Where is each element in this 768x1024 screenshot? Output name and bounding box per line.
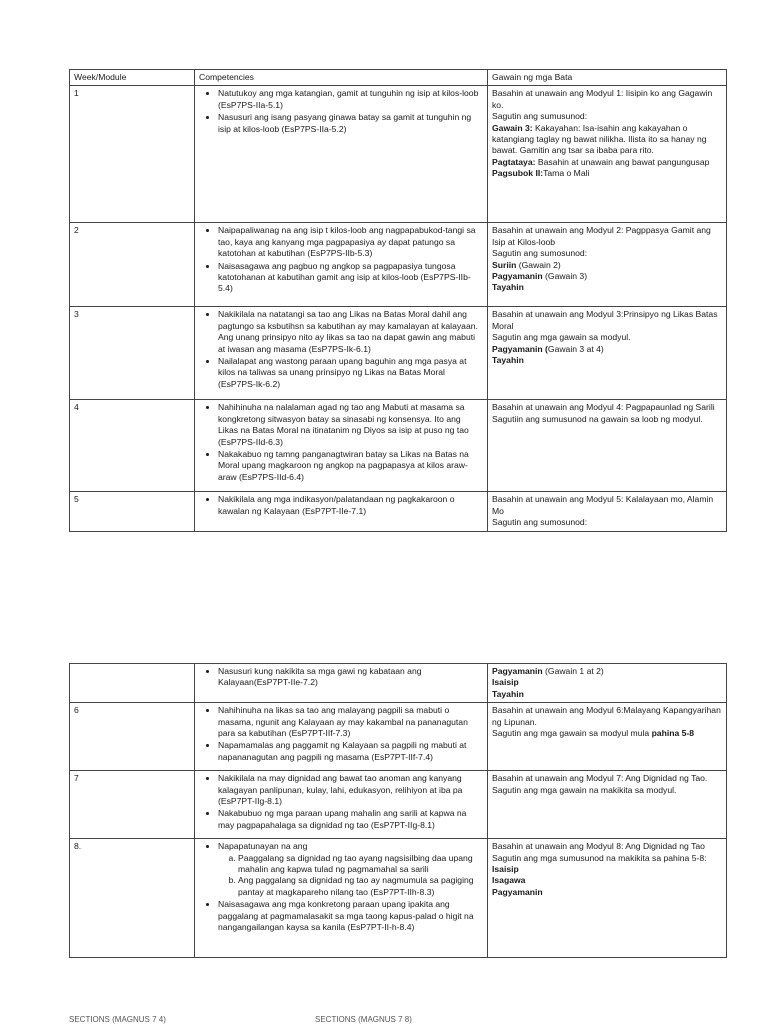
- competency-item: [218, 841, 483, 898]
- table-row: [70, 86, 727, 223]
- competency-item: • Nakikilala na natatangi sa tao ang Likas na Batas Moral dahil ang pagtungo sa ksbutihsn sa kabutihan ay may kamalayan at kalayaan. Ang unang prinsipyo nito ay likas sa tao na dapat gawin ang mabuti at iwasan ang masama (EsP7PS-Ik-6.1): [218, 309, 483, 355]
- gawain-bold-label: Isagawa: [492, 875, 526, 886]
- competencies-cell: [195, 400, 488, 492]
- competency-item: • Nahihinuha na nalalaman agad ng tao ang Mabuti at masama sa kongkretong sitwasyon batay sa sinasabi ng konsensya. Ito ang Likas na Batas Moral na itinatanim ng Diyos sa isip at puso ng tao (EsP7PS-IId-6.3): [218, 402, 483, 448]
- gawain-line: [492, 677, 722, 688]
- competency-table-2: [69, 663, 727, 958]
- gawain-line: [492, 271, 722, 282]
- week-cell: [70, 664, 195, 703]
- competencies-cell: [195, 703, 488, 771]
- gawain-line: [492, 157, 722, 168]
- gawain-line: Basahin at unawain ang Modyul 6:Malayang Kapangyarihan ng Lipunan.: [492, 705, 721, 727]
- gawain-line: [492, 355, 722, 366]
- competencies-cell: [195, 307, 488, 400]
- gawain-bold-label: Pagyamanin: [492, 666, 543, 676]
- week-cell: 8.: [70, 839, 195, 958]
- table-row: [70, 664, 727, 703]
- gawain-line: [492, 864, 722, 875]
- gawain-cell: [488, 400, 727, 492]
- table-row: [70, 839, 727, 958]
- header-week-module: Week/Module: [70, 70, 195, 86]
- gawain-line: [492, 875, 722, 886]
- gawain-cell: [488, 223, 727, 307]
- gawain-line: Sagutin ang mga sumusunod na makikita sa pahina 5-8:: [492, 852, 707, 863]
- gawain-line: Basahin at unawain ang Modyul 7: Ang Dignidad ng Tao.: [492, 773, 708, 784]
- gawain-text: (Gawain 3): [542, 271, 588, 282]
- gawain-bold-label: Pagyamanin (: [492, 343, 548, 354]
- gawain-cell: [488, 664, 727, 703]
- competency-item: • Nasusuri kung nakikita sa mga gawi ng kabataan ang Kalayaan(EsP7PT-IIe-7.2): [218, 666, 483, 689]
- week-cell: 3: [70, 307, 195, 400]
- gawain-line: Sagutiin ang sumusunod na gawain sa loob ng modyul.: [492, 413, 703, 424]
- competency-item: • Nailalapat ang wastong paraan upang baguhin ang mga pasya at kilos na taliwas sa unang prinsipyo ng Likas na Batas Moral (EsP7PS-Ik-6.2): [218, 356, 483, 390]
- header-competencies: Competencies: [195, 70, 488, 86]
- gawain-text: (Gawain 2): [516, 259, 561, 270]
- gawain-line: Basahin at unawain ang Modyul 3:Prinsipyo ng Likas Batas Moral: [492, 309, 718, 331]
- gawain-cell: [488, 771, 727, 839]
- competency-item: • Nakabubuo ng mga paraan upang mahalin ang sarili at kapwa na may pagpapahalaga sa dignidad ng tao (EsP7PT-IIg-8.1): [218, 808, 483, 831]
- competency-item: • Nakikilala na may dignidad ang bawat tao anoman ang kanyang kalagayan panlipunan, kulay, lahi, edukasyon, relihiyon at iba pa (EsP7PT-IIg-8.1): [218, 773, 483, 807]
- gawain-line: Basahin at unawain ang Modyul 1: Iisipin ko ang Gagawin ko.: [492, 88, 713, 110]
- gawain-text: (Gawain 1 at 2): [542, 666, 604, 676]
- gawain-bold-label: Gawain 3:: [492, 122, 533, 133]
- competency-item: • Nakikilala ang mga indikasyon/palatandaan ng pagkakaroon o kawalan ng Kalayaan (EsP7PT-IIe-7.1): [218, 494, 483, 517]
- gawain-bold-label: Pagtataya:: [492, 156, 536, 167]
- gawain-text: Kakayahan: Isa-isahin ang kakayahan o katangiang taglay ng bawat nilikha. Ilista ito sa hanay ng bawat. Gamitin ang tsar sa ibaba para rito.: [492, 122, 707, 156]
- gawain-bold-label: Isaisip: [492, 677, 519, 688]
- gawain-cell: [488, 492, 727, 531]
- competency-item: • Nakakabuo ng tamng panganagtwiran batay sa Likas na Batas na Moral upang magkaroon ng angkop na pagpapasya at kilos araw-araw (EsP7PS-IId-6.4): [218, 449, 483, 483]
- gawain-bold-label: Tayahin: [492, 282, 524, 293]
- gawain-line: [492, 123, 722, 157]
- gawain-bold-label: Pagyamanin: [492, 271, 543, 282]
- table-header-row: [70, 70, 727, 86]
- competency-item: • Naisasagawa ang pagbuo ng angkop sa pagpapasiya tungosa katotohanan at kabutihan gamit ang isip at kilos-loob (EsP7PS-IIb-5.4): [218, 261, 483, 295]
- gawain-line: [492, 344, 722, 355]
- competency-item: • Napamamalas ang paggamit ng Kalayaan sa pagpili ng mabuti at napananagutan ang pagpili ng masama (EsP7PT-IIf-7.4): [218, 740, 483, 763]
- competency-item: • Natutukoy ang mga katangian, gamit at tunguhin ng isip at kilos-loob (EsP7PS-IIa-5.1): [218, 88, 483, 111]
- competency-intro: Napapatunayan na ang: [218, 841, 308, 852]
- gawain-line: [492, 168, 722, 179]
- week-cell: 4: [70, 400, 195, 492]
- competencies-cell: [195, 664, 488, 703]
- gawain-cell: [488, 307, 727, 400]
- gawain-line: [492, 689, 722, 700]
- gawain-text: Gawain 3 at 4): [547, 343, 604, 354]
- gawain-line: Sagutin ang sumusunod:: [492, 111, 588, 122]
- gawain-line: [492, 260, 722, 271]
- table-row: [70, 492, 727, 531]
- gawain-text: Basahin at unawain ang bawat pangungusap: [535, 156, 710, 167]
- week-cell: 1: [70, 86, 195, 223]
- competencies-cell: [195, 223, 488, 307]
- table-row: [70, 400, 727, 492]
- competency-item: • Naipapaliwanag na ang isip t kilos-loob ang nagpapabukod-tangi sa tao, kaya ang kanyang mga pagpapasiya ay dapat patungo sa katotohan at kabutihan (EsP7PS-IIb-5.3): [218, 225, 483, 259]
- gawain-bold-label: Pagyamanin: [492, 886, 543, 897]
- gawain-line: Sagutin ang mga gawain na makikita sa modyul.: [492, 784, 677, 795]
- competency-table-1: [69, 69, 727, 532]
- sub-list: [218, 853, 483, 899]
- table-row: [70, 703, 727, 771]
- week-cell: 5: [70, 492, 195, 531]
- gawain-line: Basahin at unawain ang Modyul 8: Ang Dignidad ng Tao: [492, 841, 705, 852]
- footer-right-text: SECTIONS (MAGNUS 7 8): [315, 1015, 412, 1024]
- table-row: [70, 307, 727, 400]
- gawain-bold-label: Isaisip: [492, 864, 519, 875]
- gawain-cell: [488, 703, 727, 771]
- sub-item: a. Paaggalang sa dignidad ng tao ayang nagsisilbing daa upang mahalin ang kapwa tulad ng pagmamahal sa sarili: [238, 853, 483, 876]
- gawain-bold-label: Pagsubok II:: [492, 168, 544, 179]
- gawain-cell: [488, 86, 727, 223]
- gawain-line: Sagutin ang mga gawain sa modyul.: [492, 332, 631, 343]
- table-row: [70, 223, 727, 307]
- gawain-cell: [488, 839, 727, 958]
- gawain-line: Basahin at unawain ang Modyul 5: Kalalayaan mo, Alamin Mo: [492, 494, 714, 516]
- gawain-text: Tama o Mali: [543, 168, 590, 179]
- gawain-bold-label: pahina 5-8: [651, 728, 695, 739]
- week-cell: 6: [70, 703, 195, 771]
- gawain-line: Sagutin ang sumosunod:: [492, 517, 588, 528]
- gawain-text: Sagutin ang mga gawain sa modyul mula: [492, 728, 652, 739]
- table-row: [70, 771, 727, 839]
- gawain-line: [492, 666, 722, 677]
- footer-left-text: SECTIONS (MAGNUS 7 4): [69, 1015, 166, 1024]
- gawain-line: [492, 282, 722, 293]
- week-cell: 7: [70, 771, 195, 839]
- gawain-line: [492, 728, 722, 739]
- sub-item: b. Ang paggalang sa dignidad ng tao ay nagmumula sa pagiging pantay at magkapareho nilang tao (EsP7PT-IIh-8.3): [238, 875, 483, 898]
- gawain-bold-label: Suriin: [492, 259, 517, 270]
- gawain-bold-label: Tayahin: [492, 688, 524, 699]
- gawain-line: [492, 887, 722, 898]
- competencies-cell: [195, 86, 488, 223]
- competencies-cell: [195, 492, 488, 531]
- competency-item: • Nasusuri ang isang pasyang ginawa batay sa gamit at tunguhin ng isip at kilos-loob (EsP7PS-IIa-5.2): [218, 112, 483, 135]
- competencies-cell: [195, 839, 488, 958]
- gawain-line: Sagutin ang sumosunod:: [492, 248, 588, 259]
- week-cell: 2: [70, 223, 195, 307]
- gawain-bold-label: Tayahin: [492, 355, 524, 366]
- gawain-line: Basahin at unawain ang Modyul 2: Pagppasya Gamit ang Isip at Kilos-loob: [492, 225, 711, 247]
- competencies-cell: [195, 771, 488, 839]
- competency-item: • Nahihinuha na likas sa tao ang malayang pagpili sa mabuti o masama, ngunit ang Kalayaan ay may kakambal na pananagutan para sa kabutihan (EsP7PT-IIf-7.3): [218, 705, 483, 739]
- header-gawain: Gawain ng mga Bata: [488, 70, 727, 86]
- competency-item: • Naisasagawa ang mga konkretong paraan upang ipakita ang paggalang at pagmamalasakit sa mga taong kapus-palad o higit na nangangailangan kaysa sa kanila (EsP7PT-II-h-8.4): [218, 899, 483, 933]
- gawain-line: Basahin at unawain ang Modyul 4: Pagpapaunlad ng Sarili: [492, 402, 715, 413]
